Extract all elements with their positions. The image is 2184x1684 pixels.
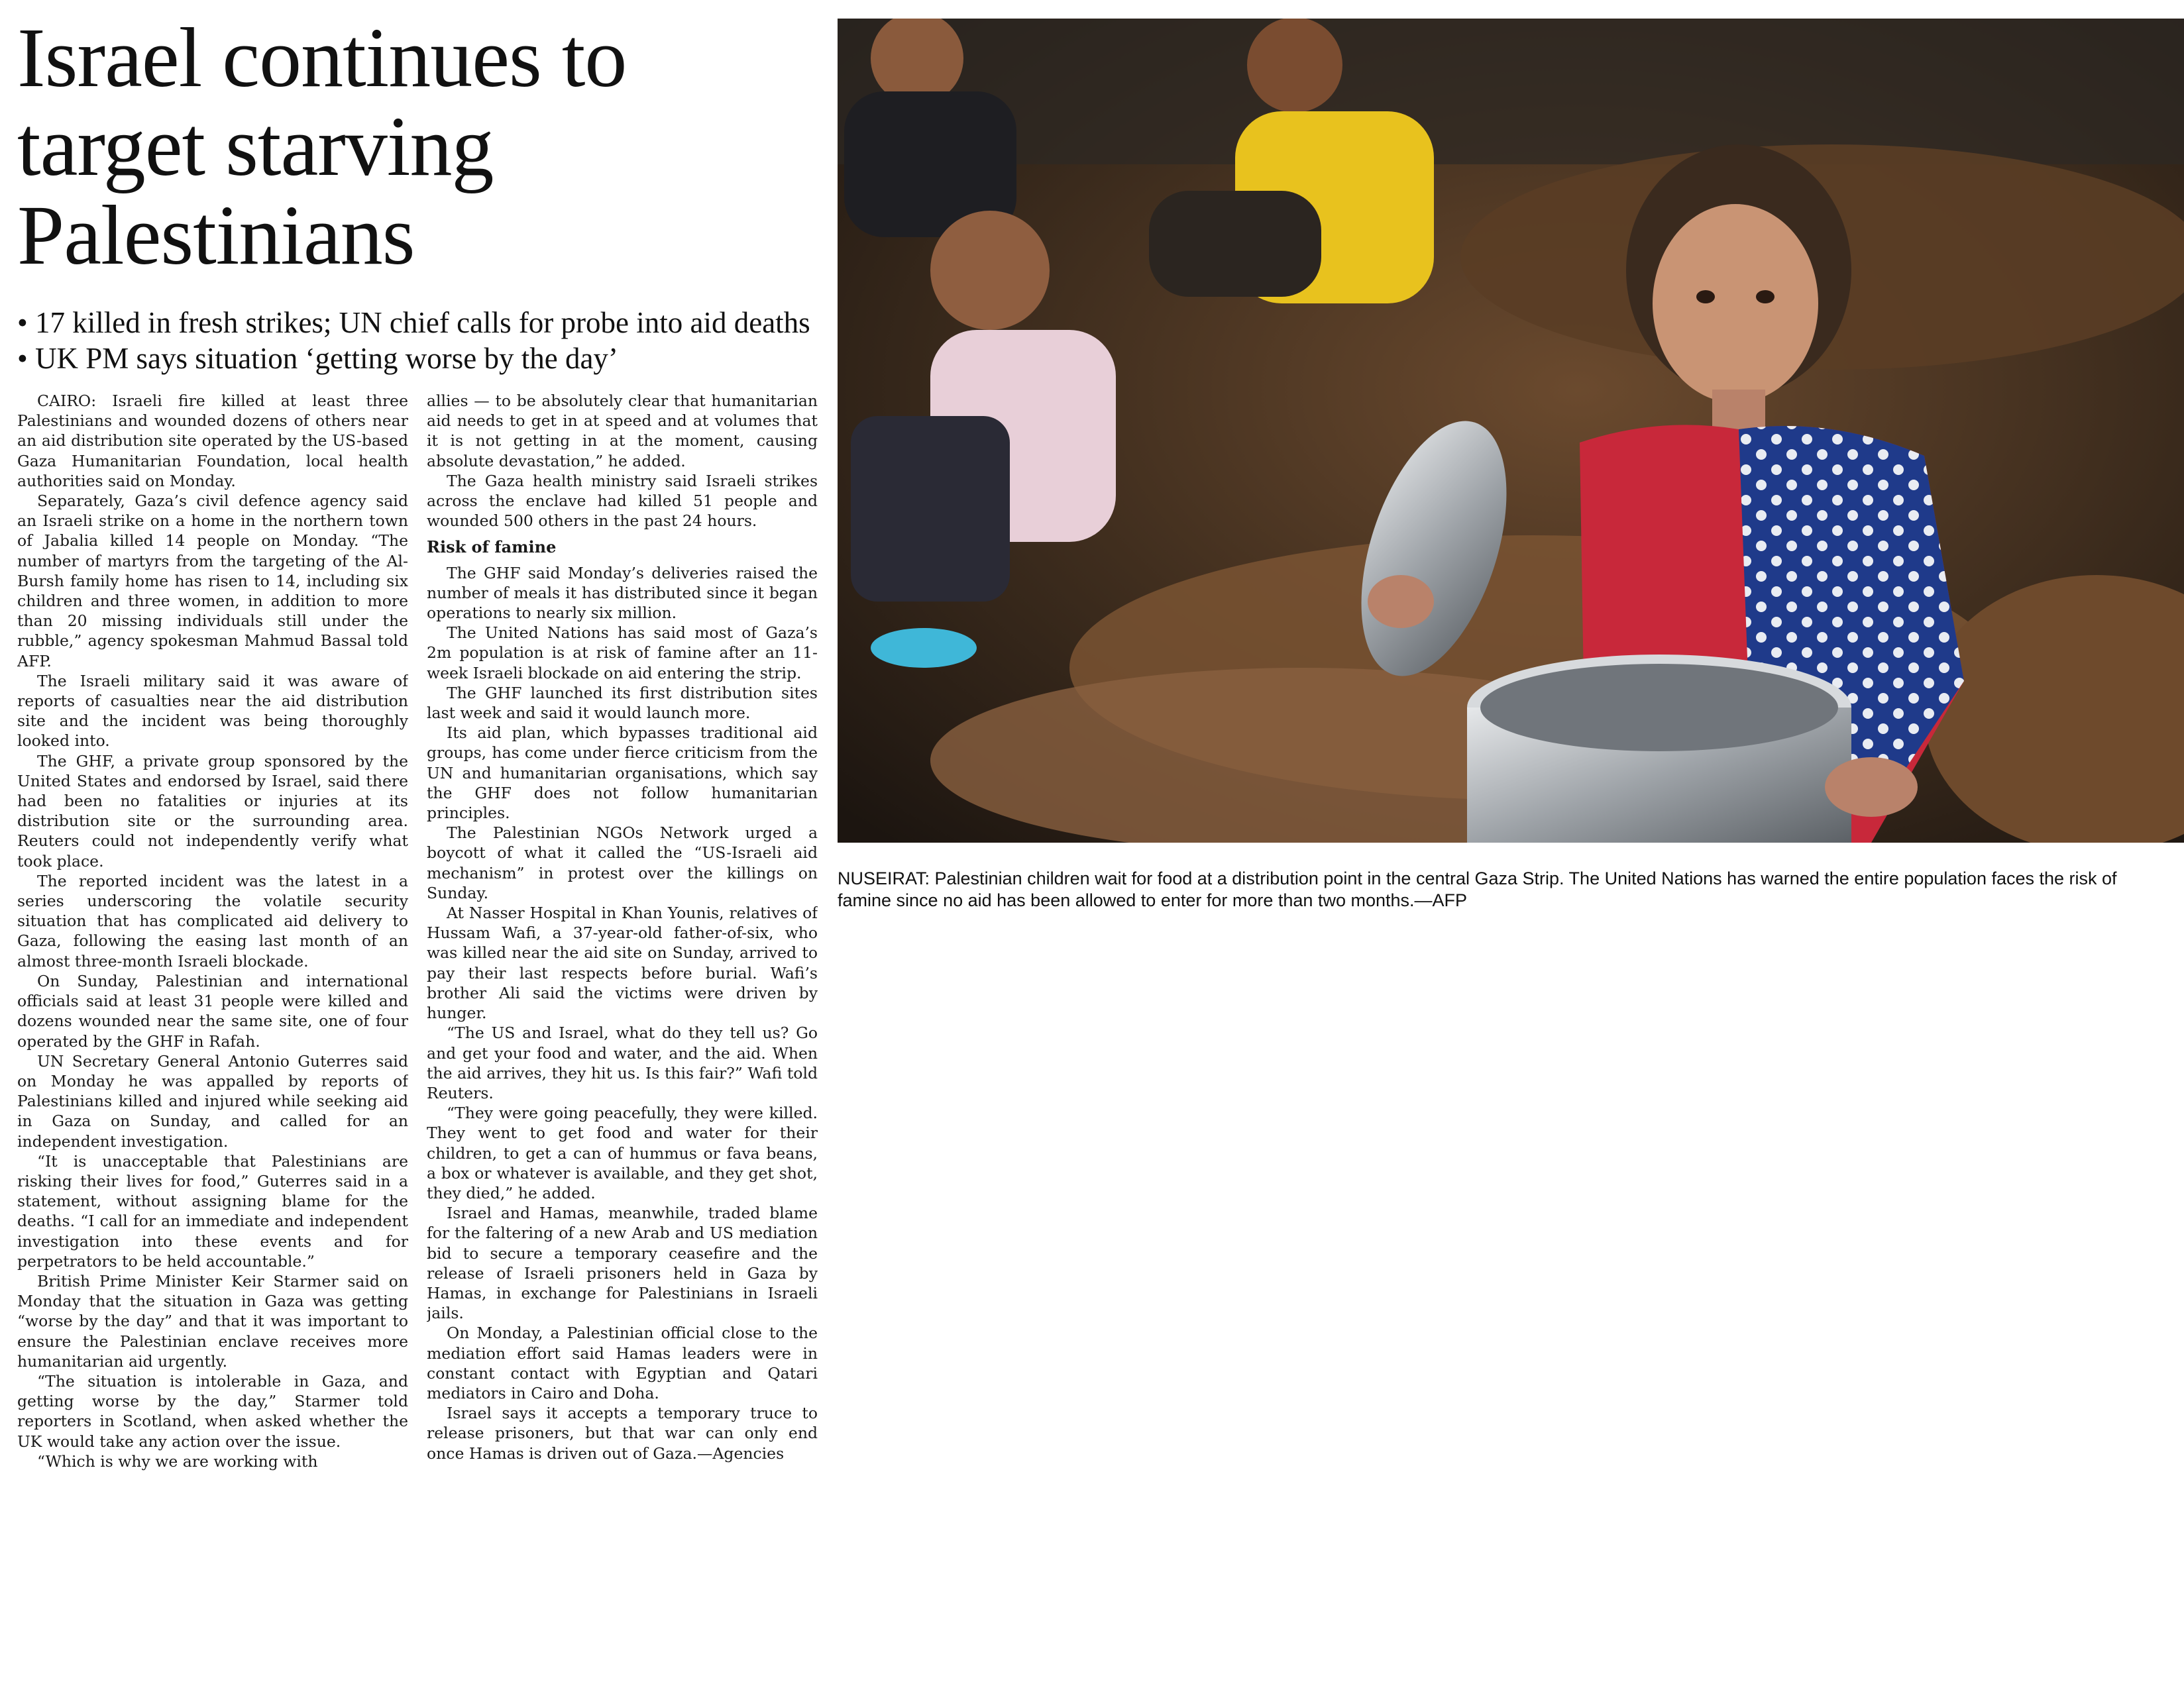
body-paragraph: “The situation is intolerable in Gaza, and getting worse by the day,” Starmer told reporters in Scotland, when asked whether the UK would take any action over the issue. (17, 1371, 408, 1451)
body-paragraph: CAIRO: Israeli fire killed at least three Palestinians and wounded dozens of others near an aid distribution site operated by the US-based Gaza Humanitarian Foundation, local health authorities said on Monday. (17, 392, 408, 490)
strapline (17, 305, 826, 376)
body-paragraph: allies — to be absolutely clear that humanitarian aid needs to get in at speed and at volumes that it is not getting in at the moment, causing absolute devastation,” he added. (427, 392, 818, 470)
body-column-2 (427, 391, 818, 1676)
body-paragraph: “The US and Israel, what do they tell us? Go and get your food and water, and the aid. When the aid arrives, they hit us. Is this fair?” Wafi told Reuters. (427, 1024, 818, 1102)
photo-caption: NUSEIRAT: Palestinian children wait for food at a distribution point in the central Gaza Strip. The United Nations has warned the entire population faces the risk of famine since no aid has been allowed to enter for more than two months.—AFP (838, 868, 2117, 910)
subheading: Risk of famine (427, 537, 557, 557)
body-paragraph: The GHF, a private group sponsored by the United States and endorsed by Israel, said there had been no fatalities or injuries at its distribution site or the surrounding area. Reuters could not independently verify what took place. (17, 751, 408, 870)
strap-line-2: • UK PM says situation ‘getting worse by the day’ (17, 342, 618, 375)
body-paragraph: The reported incident was the latest in a series underscoring the volatile security situation that has complicated aid delivery to Gaza, following the easing last month of an almost three-month Israeli blockade. (17, 871, 408, 971)
girl-holding-pot-lid-photo (838, 19, 2184, 843)
body-paragraph: The Israeli military said it was aware of reports of casualties near the aid distribution site and the incident was being thoroughly looked into. (17, 671, 408, 751)
body-paragraph: Separately, Gaza’s civil defence agency said an Israeli strike on a home in the northern town of Jabalia killed 14 people on Monday. “The number of martyrs from the targeting of the Al-Bursh family home has risen to 14, including six children and three women, in addition to more than 20 missing individuals still under the rubble,” agency spokesman Mahmud Bassal told AFP. (17, 492, 408, 670)
headline: Israel continues to target starving Palestinians (17, 11, 627, 282)
body-paragraph: UN Secretary General Antonio Guterres said on Monday he was appalled by reports of Palestinians killed and injured while seeking aid in Gaza on Sunday, and called for an independent investigation. (17, 1051, 408, 1151)
body-column-1 (17, 391, 408, 1676)
body-paragraph: “Which is why we are working with (37, 1451, 318, 1471)
body-paragraph: At Nasser Hospital in Khan Younis, relatives of Hussam Wafi, a 37-year-old father-of-six, who was killed near the aid site on Sunday, arrived to pay their last respects before burial. Wafi’s brother Ali said the victims were driven by hunger. (427, 904, 818, 1023)
body-paragraph: The United Nations has said most of Gaza’s 2m population is at risk of famine after an 11-week Israeli blockade on aid entering the strip. (427, 623, 818, 682)
body-paragraph: Israel and Hamas, meanwhile, traded blame for the faltering of a new Arab and US mediation bid to secure a temporary ceasefire and the release of Israeli prisoners held in Gaza by Hamas, in exchange for Palestinians in Israeli jails. (427, 1204, 818, 1323)
body-paragraph: The Gaza health ministry said Israeli strikes across the enclave had killed 51 people and wounded 500 others in the past 24 hours. (427, 471, 818, 531)
body-paragraph: On Sunday, Palestinian and international officials said at least 31 people were killed and dozens wounded near the same site, one of four operated by the GHF in Rafah. (17, 971, 408, 1051)
body-paragraph: The GHF launched its first distribution sites last week and said it would launch more. (427, 683, 818, 723)
body-paragraph: Israel says it accepts a temporary truce to release prisoners, but that war can only end once Hamas is driven out of Gaza.—Agencies (427, 1404, 818, 1463)
news-photo (838, 19, 2184, 843)
strap-line-1: • 17 killed in fresh strikes; UN chief calls for probe into aid deaths (17, 306, 810, 339)
body-paragraph: The Palestinian NGOs Network urged a boycott of what it called the “US-Israeli aid mechanism” in protest over the killings on Sunday. (427, 823, 818, 902)
body-paragraph: “They were going peacefully, they were killed. They went to get food and water for their children, to get a can of hummus or fava beans, a box or whatever is available, and they get shot, they died,” he added. (427, 1104, 818, 1202)
body-paragraph: Its aid plan, which bypasses traditional aid groups, has come under fierce criticism from the UN and humanitarian organisations, which say the GHF does not follow humanitarian principles. (427, 723, 818, 823)
body-paragraph: British Prime Minister Keir Starmer said on Monday that the situation in Gaza was getting “worse by the day” and that it was important to ensure the Palestinian enclave receives more humanitarian aid urgently. (17, 1271, 408, 1371)
body-paragraph: The GHF said Monday’s deliveries raised the number of meals it has distributed since it began operations to nearly six million. (427, 563, 818, 623)
body-paragraph: On Monday, a Palestinian official close to the mediation effort said Hamas leaders were in constant contact with Egyptian and Qatari mediators in Cairo and Doha. (427, 1324, 818, 1402)
body-paragraph: “It is unacceptable that Palestinians are risking their lives for food,” Guterres said in a statement, without assigning blame for the deaths. “I call for an immediate and independent investigation into these events and for perpetrators to be held accountable.” (17, 1151, 408, 1271)
